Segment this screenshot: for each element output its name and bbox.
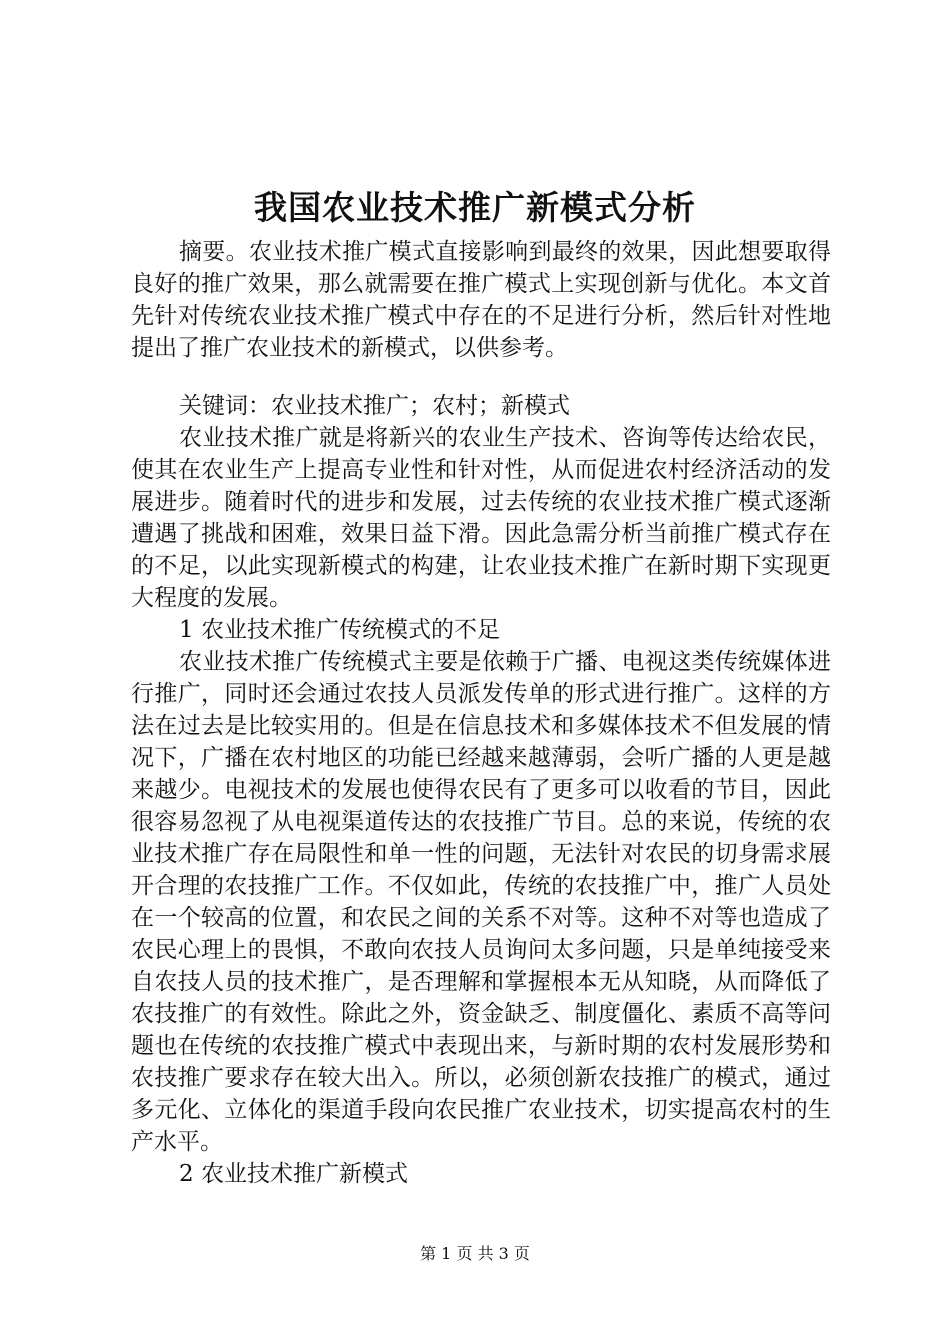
intro-paragraph: 农业技术推广就是将新兴的农业生产技术、咨询等传达给农民，使其在农业生产上提高专业性和针对性，从而促进农村经济活动的发展进步。随着时代的进步和发展，过去传统的农业技术推广模式逐渐遭遇了挑战和困难，效果日益下滑。因此急需分析当前推广模式存在的不足，以此实现新模式的构建，让农业技术推广在新时期下实现更大程度的发展。 xyxy=(131,425,831,611)
document-title: 我国农业技术推广新模式分析 xyxy=(254,188,696,227)
section-1-heading: 1 农业技术推广传统模式的不足 xyxy=(179,617,500,643)
section-1-paragraph: 农业技术推广传统模式主要是依赖于广播、电视这类传统媒体进行推广，同时还会通过农技人员派发传单的形式进行推广。这样的方法在过去是比较实用的。但是在信息技术和多媒体技术不但发展的情况下，广播在农村地区的功能已经越来越薄弱，会听广播的人更是越来越少。电视技术的发展也使得农民有了更多可以收看的节目，因此很容易忽视了从电视渠道传达的农技推广节目。总的来说，传统的农业技术推广存在局限性和单一性的问题，无法针对农民的切身需求展开合理的农技推广工作。不仅如此，传统的农技推广中，推广人员处在一个较高的位置，和农民之间的关系不对等。这种不对等也造成了农民心理上的畏惧，不敢向农技人员询问太多问题，只是单纯接受来自农技人员的技术推广，是否理解和掌握根本无从知晓，从而降低了农技推广的有效性。除此之外，资金缺乏、制度僵化、素质不高等问题也在传统的农技推广模式中表现出来，与新时期的农村发展形势和农技推广要求存在较大出入。所以，必须创新农技推广的模式，通过多元化、立体化的渠道手段向农民推广农业技术，切实提高农村的生产水平。 xyxy=(131,649,831,1155)
abstract-paragraph: 摘要。农业技术推广模式直接影响到最终的效果，因此想要取得良好的推广效果，那么就需要在推广模式上实现创新与优化。本文首先针对传统农业技术推广模式中存在的不足进行分析，然后针对性地提出了推广农业技术的新模式，以供参考。 xyxy=(131,239,831,361)
paragraph-spacer xyxy=(131,364,831,390)
document-body xyxy=(131,236,831,1190)
keywords-line: 关键词：农业技术推广；农村；新模式 xyxy=(179,393,570,419)
page-footer: 第 1 页 共 3 页 xyxy=(420,1244,530,1263)
section-2-heading: 2 农业技术推广新模式 xyxy=(179,1161,408,1187)
